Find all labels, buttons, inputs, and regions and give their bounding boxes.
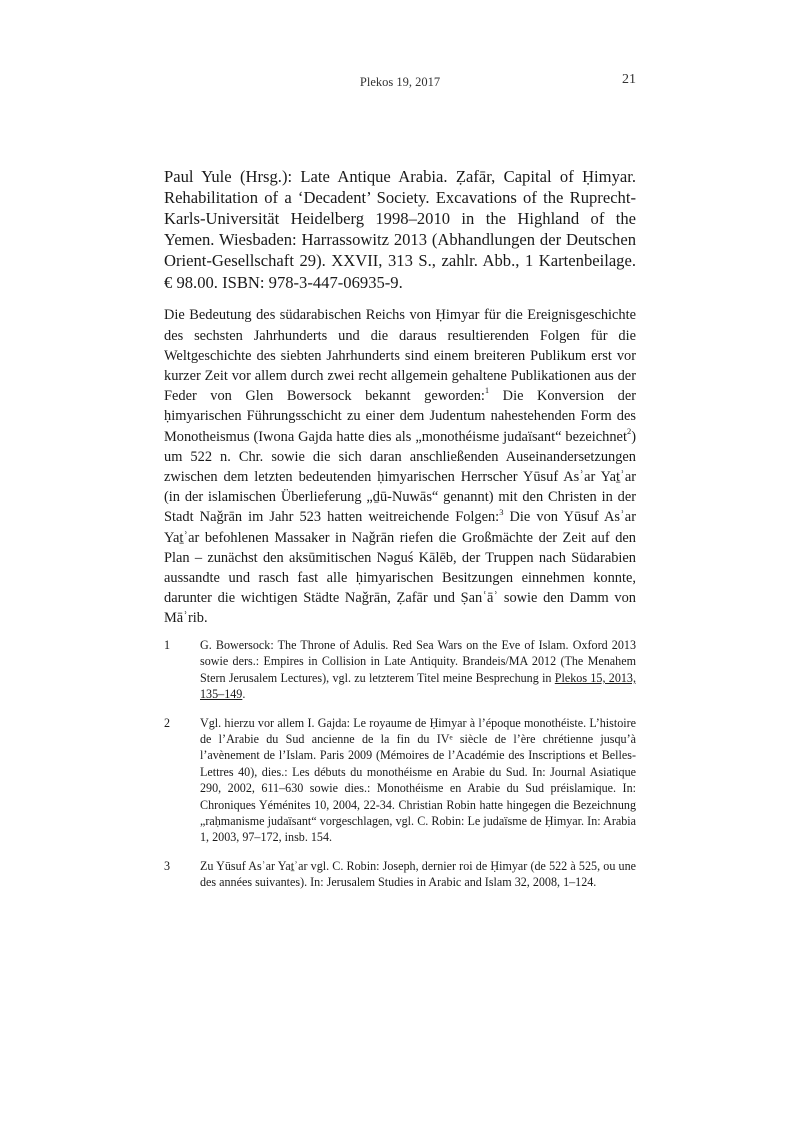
footnote-3: [164, 858, 636, 891]
footnote-ref-1[interactable]: 1: [484, 385, 490, 396]
bibliographic-entry: Paul Yule (Hrsg.): Late Antique Arabia. Ẓafār, Capital of Ḥimyar. Rehabilitation of a ‘Decadent’ Society. Excavations of the Ruprecht-Karls-Universität Heidelberg 1998–2010 in the Highland of the Yemen. Wiesbaden: Harrassowitz 2013 (Abhandlungen der Deutschen Orient-Gesellschaft 29). XXVII, 313 S., zahlr. Abb., 1 Kartenbeilage. € 98.00. ISBN: 978-3-447-06935-9.: [164, 166, 636, 292]
footnote-number: 3: [164, 858, 171, 873]
body-text-2: Die Konversion der ḥimyarischen Führungsschicht zu einer dem Judentum nahestehenden Form des Monotheismus (Iwona Gajda hatte dies als „monothéisme judaïsant“ bezeichnet: [164, 388, 637, 445]
footnote-number: 2: [164, 715, 171, 730]
footnote-1: [164, 637, 636, 703]
footnote-2: [164, 715, 636, 846]
body-text-4: Die von Yūsuf Asʾar Yaṯʾar befohlenen Massaker in Naǧrān riefen die Großmächte der Zeit auf den Plan – zunächst den aksūmitischen Nəguś Kālēb, der Truppen nach Südarabien aussandte und rasch fast alle ḥimyarischen Besitzungen einnehmen konnte, darunter die wichtigen Städte Naǧrān, Ẓafār und Ṣanʿāʾ sowie den Damm von Māʾrib.: [164, 509, 636, 627]
footnotes: [164, 637, 636, 903]
body-text-3: ) um 522 n. Chr. sowie die sich daran anschließenden Auseinandersetzungen zwischen dem letzten bedeutenden ḥimyarischen Herrscher Yūsuf Asʾar Yaṯʾar (in der islamischen Überlieferung „ḏū-Nuwās“ genannt) mit den Christen in der Stadt Naǧrān im Jahr 523 hatten weitreichende Folgen:: [164, 428, 636, 526]
journal-title: Plekos 19, 2017: [359, 75, 441, 89]
review-body-paragraph: [164, 305, 636, 628]
footnote-ref-3[interactable]: 3: [499, 506, 504, 517]
plekos-review-link[interactable]: Plekos 15, 2013, 135–149: [200, 670, 636, 702]
page-number: 21: [622, 72, 636, 87]
body-text-1: Die Bedeutung des südarabischen Reichs von Ḥimyar für die Ereignisgeschichte des sechsten Jahrhunderts und die daraus resultierenden Folgen für die Weltgeschichte des siebten Jahrhunderts sind einem breiteren Publikum erst vor kurzer Zeit vor allem durch zwei recht allgemein gehaltene Publikationen aus der Feder von Glen Bowersock bekannt geworden:: [164, 307, 636, 405]
footnote-text: Vgl. hierzu vor allem I. Gajda: Le royaume de Ḥimyar à l’époque monothéiste. L’histoire de l’Arabie du Sud ancienne de la fin du IVᵉ siècle de l’ère chrétienne jusqu’à l’avènement de l’Islam. Paris 2009 (Mémoires de l’Académie des Inscriptions et Belles-Lettres 40), dies.: Les débuts du monothéisme en Arabie du Sud. In: Journal Asiatique 290, 2002, 611–630 sowie dies.: Monothéisme en Arabie du Sud préislamique. In: Chroniques Yéménites 10, 2004, 22-34. Christian Robin hatte hingegen die Bezeichnung „raḥmanisme judaïsant“ vorgeschlagen, vgl. C. Robin: Le judaïsme de Ḥimyar. In: Arabia 1, 2003, 97–172, insb. 154.: [200, 715, 636, 845]
footnote-number: 1: [164, 638, 171, 652]
running-header: [164, 72, 636, 92]
footnote-text: Zu Yūsuf Asʾar Yaṯʾar vgl. C. Robin: Joseph, dernier roi de Ḥimyar (de 522 à 525, ou une des années suivantes). In: Jerusalem Studies in Arabic and Islam 32, 2008, 1–124.: [200, 858, 636, 890]
footnote-text: G. Bowersock: The Throne of Adulis. Red Sea Wars on the Eve of Islam. Oxford 2013 sowie ders.: Empires in Collision in Late Antiquity. Brandeis/MA 2012 (The Menahem Stern Jerusalem Lectures), vgl. zu letzterem Titel meine Besprechung in: [200, 638, 636, 685]
footnote-ref-2[interactable]: 2: [626, 425, 632, 436]
footnote-text-end: .: [242, 687, 246, 702]
